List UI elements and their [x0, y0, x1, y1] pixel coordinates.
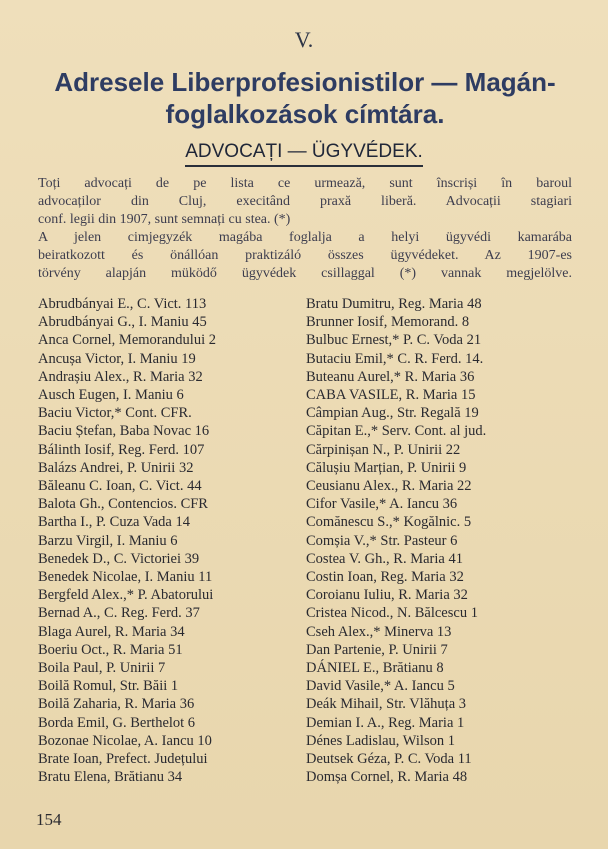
listing-entry: David Vasile,* A. Iancu 5 [306, 678, 455, 695]
listing-entry: Deák Mihail, Str. Vlăhuța 3 [306, 696, 467, 713]
listing-entry: Butaciu Emil,* C. R. Ferd. 14. [306, 350, 484, 367]
intro-line: advocaților din Cluj, execitând praxă liberă. Advocații stagiari [38, 194, 572, 209]
left-column-listings [38, 295, 300, 786]
section-heading-text: ADVOCAȚI — ÜGYVÉDEK. [185, 141, 423, 167]
listing-entry: Dan Partenie, P. Unirii 7 [306, 641, 448, 658]
listing-entry: Coroianu Iuliu, R. Maria 32 [306, 587, 468, 604]
listing-entry: Abrudbányai E., C. Vict. 113 [38, 296, 207, 312]
intro-line: törvény alapján müködő ügyvédek csillaggal (*) vannak megjelölve. [38, 266, 572, 281]
listing-entry: Brate Ioan, Prefect. Județului [38, 751, 208, 768]
listing-entry: Boeriu Oct., R. Maria 51 [38, 641, 183, 658]
listing-entry: Balota Gh., Contencios. CFR [38, 496, 208, 513]
listing-entry: Bartha I., P. Cuza Vada 14 [38, 514, 190, 531]
intro-paragraph [38, 175, 572, 283]
listing-entry: Baciu Victor,* Cont. CFR. [38, 405, 192, 422]
listing-entry: Ceusianu Alex., R. Maria 22 [306, 478, 472, 495]
listing-entry: Bratu Elena, Brătianu 34 [38, 769, 183, 786]
listing-entry: Căpitan E.,* Serv. Cont. al jud. [306, 423, 487, 440]
chapter-number: V. [294, 27, 314, 52]
listing-entry: Borda Emil, G. Berthelot 6 [38, 714, 196, 731]
listing-entry: Barzu Virgil, I. Maniu 6 [38, 532, 178, 549]
listing-entry: Anca Cornel, Memorandului 2 [38, 332, 216, 349]
listing-entry: Abrudbányai G., I. Maniu 45 [38, 314, 207, 331]
listing-entry: Blaga Aurel, R. Maria 34 [38, 623, 185, 640]
intro-line: A jelen cimjegyzék magába foglalja a helyi ügyvédi kamarába [38, 230, 572, 245]
listing-entry: Băleanu C. Ioan, C. Vict. 44 [38, 478, 202, 495]
page-number: 154 [36, 810, 62, 829]
listing-entry: Demian I. A., Reg. Maria 1 [306, 714, 465, 731]
listing-entry: Cifor Vasile,* A. Iancu 36 [306, 496, 458, 513]
listing-entry: Ancușa Victor, I. Maniu 19 [38, 350, 196, 367]
intro-line: beiratkozott és önállóan praktizáló összes ügyvédeket. Az 1907-es [38, 248, 572, 263]
listing-entry: Balázs Andrei, P. Unirii 32 [38, 459, 194, 476]
listing-entry: Bergfeld Alex.,* P. Abatorului [38, 587, 214, 604]
title-line: Adresele Liberprofesionistilor — Magán- [54, 67, 556, 97]
listing-entry: Boilă Romul, Str. Băii 1 [38, 678, 179, 695]
listing-entry: Boila Paul, P. Unirii 7 [38, 660, 166, 677]
listing-entry: Baciu Ștefan, Baba Novac 16 [38, 423, 210, 440]
intro-line: conf. legii din 1907, sunt semnați cu stea. (*) [38, 212, 291, 227]
listing-entry: Comșia V.,* Str. Pasteur 6 [306, 532, 458, 549]
listing-entry: DÁNIEL E., Brătianu 8 [306, 660, 444, 677]
listing-entry: Domșa Cornel, R. Maria 48 [306, 769, 468, 786]
listing-entry: Boilă Zaharia, R. Maria 36 [38, 696, 195, 713]
intro-line: Toți advocați de pe lista ce urmează, sunt înscriși în baroul [38, 176, 572, 191]
listing-entry: Ausch Eugen, I. Maniu 6 [38, 387, 184, 404]
listing-entry: Cristea Nicod., N. Bălcescu 1 [306, 605, 478, 622]
listing-entry: Bozonae Nicolae, A. Iancu 10 [38, 732, 212, 749]
listing-entry: Buteanu Aurel,* R. Maria 36 [306, 368, 475, 385]
listing-entry: Costin Ioan, Reg. Maria 32 [306, 569, 464, 586]
page-title [34, 66, 576, 130]
listing-entry: Bratu Dumitru, Reg. Maria 48 [306, 296, 482, 312]
listing-entry: Călușiu Marțian, P. Unirii 9 [306, 459, 467, 476]
listing-entry: Bálinth Iosif, Reg. Ferd. 107 [38, 441, 205, 458]
listing-entry: Cărpinișan N., P. Unirii 22 [306, 441, 461, 458]
listing-entry: Benedek Nicolae, I. Maniu 11 [38, 569, 213, 586]
listing-entry: Câmpian Aug., Str. Regală 19 [306, 405, 479, 422]
listing-entry: Deutsek Géza, P. C. Voda 11 [306, 751, 472, 768]
section-heading [0, 141, 608, 167]
listing-entry: Cseh Alex.,* Minerva 13 [306, 623, 452, 640]
listing-entry: Bulbuc Ernest,* P. C. Voda 21 [306, 332, 482, 349]
listing-entry: Bernad A., C. Reg. Ferd. 37 [38, 605, 200, 622]
listing-entry: Andrașiu Alex., R. Maria 32 [38, 368, 203, 385]
listing-entry: Costea V. Gh., R. Maria 41 [306, 550, 463, 567]
listing-entry: Benedek D., C. Victoriei 39 [38, 550, 200, 567]
listing-entry: Brunner Iosif, Memorand. 8 [306, 314, 470, 331]
title-line: foglalkozások címtára. [165, 99, 445, 129]
listing-entry: Comănescu S.,* Kogălnic. 5 [306, 514, 472, 531]
listing-entry: Dénes Ladislau, Wilson 1 [306, 732, 455, 749]
right-column-listings [306, 295, 582, 786]
listing-entry: CABA VASILE, R. Maria 15 [306, 387, 476, 404]
